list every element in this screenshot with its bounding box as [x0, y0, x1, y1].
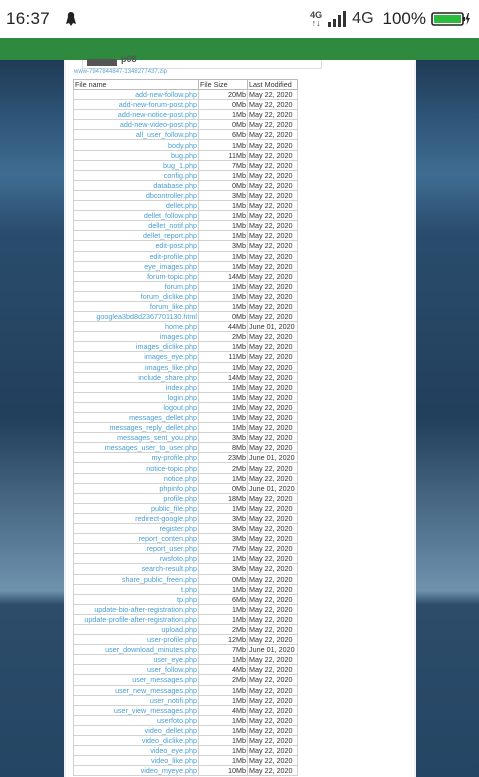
- table-row: [74, 413, 298, 423]
- file-name-link[interactable]: notice-topic.php: [74, 463, 199, 473]
- file-name-link[interactable]: report_conten.php: [74, 534, 199, 544]
- table-row: [74, 100, 298, 110]
- table-row: [74, 180, 298, 190]
- file-name-link[interactable]: public_file.php: [74, 503, 199, 513]
- file-modified-date: May 22, 2020: [248, 756, 298, 766]
- table-row: [74, 564, 298, 574]
- file-modified-date: May 22, 2020: [248, 180, 298, 190]
- file-modified-date: May 22, 2020: [248, 574, 298, 584]
- file-size: 1Mb: [199, 140, 248, 150]
- file-size: 11Mb: [199, 352, 248, 362]
- table-row: [74, 665, 298, 675]
- file-size: 6Mb: [199, 130, 248, 140]
- file-size: 3Mb: [199, 513, 248, 523]
- file-name-link[interactable]: my-profile.php: [74, 453, 199, 463]
- file-size: 1Mb: [199, 201, 248, 211]
- background-page-left: [0, 60, 64, 777]
- table-row: [74, 574, 298, 584]
- table-row: [74, 503, 298, 513]
- file-name-link[interactable]: video_diclike.php: [74, 736, 199, 746]
- file-size: 0Mb: [199, 483, 248, 493]
- file-name-link[interactable]: phpinfo.php: [74, 483, 199, 493]
- file-name-link[interactable]: add-new-notice-post.php: [74, 110, 199, 120]
- table-row: [74, 211, 298, 221]
- file-name-link[interactable]: update-profile-after-registration.php: [74, 614, 199, 624]
- table-row: [74, 362, 298, 372]
- file-size: 0Mb: [199, 312, 248, 322]
- file-name-link[interactable]: user_messages.php: [74, 675, 199, 685]
- file-size: 23Mb: [199, 453, 248, 463]
- table-row: [74, 453, 298, 463]
- table-row: [74, 140, 298, 150]
- file-name-link[interactable]: user_download_minutes.php: [74, 645, 199, 655]
- table-row: [74, 120, 298, 130]
- file-modified-date: May 22, 2020: [248, 110, 298, 120]
- file-size: 1Mb: [199, 715, 248, 725]
- file-size: 1Mb: [199, 584, 248, 594]
- file-modified-date: May 22, 2020: [248, 635, 298, 645]
- table-row: [74, 463, 298, 473]
- file-name-link[interactable]: t.php: [74, 584, 199, 594]
- file-size: 1Mb: [199, 725, 248, 735]
- file-size: 20Mb: [199, 90, 248, 100]
- file-name-link[interactable]: register.php: [74, 524, 199, 534]
- file-modified-date: May 22, 2020: [248, 624, 298, 634]
- file-size: 0Mb: [199, 120, 248, 130]
- file-name-link[interactable]: user_view_messages.php: [74, 705, 199, 715]
- file-modified-date: June 01, 2020: [248, 483, 298, 493]
- file-size: 8Mb: [199, 443, 248, 453]
- file-modified-date: May 22, 2020: [248, 211, 298, 221]
- file-size: 1Mb: [199, 614, 248, 624]
- file-name-link[interactable]: logout.php: [74, 402, 199, 412]
- archive-thumb-label: p08: [121, 54, 137, 64]
- file-modified-date: May 22, 2020: [248, 413, 298, 423]
- file-modified-date: May 22, 2020: [248, 312, 298, 322]
- file-name-link[interactable]: profile.php: [74, 493, 199, 503]
- file-size: 3Mb: [199, 534, 248, 544]
- file-modified-date: May 22, 2020: [248, 584, 298, 594]
- file-name-link[interactable]: images_eye.php: [74, 352, 199, 362]
- table-row: [74, 675, 298, 685]
- file-modified-date: May 22, 2020: [248, 291, 298, 301]
- table-row: [74, 614, 298, 624]
- file-modified-date: May 22, 2020: [248, 665, 298, 675]
- file-modified-date: May 22, 2020: [248, 170, 298, 180]
- file-size: 4Mb: [199, 665, 248, 675]
- file-size: 1Mb: [199, 756, 248, 766]
- file-modified-date: May 22, 2020: [248, 503, 298, 513]
- status-bar: [0, 0, 479, 38]
- file-size: 1Mb: [199, 362, 248, 372]
- file-size: 12Mb: [199, 635, 248, 645]
- network-activity-indicator: [310, 11, 322, 27]
- file-name-link[interactable]: dellet_follow.php: [74, 211, 199, 221]
- file-name-link[interactable]: messages_reply_dellet.php: [74, 423, 199, 433]
- file-modified-date: May 22, 2020: [248, 261, 298, 271]
- file-modified-date: May 22, 2020: [248, 524, 298, 534]
- file-modified-date: May 22, 2020: [248, 231, 298, 241]
- archive-link[interactable]: www-7947844847-1348277437.zip: [74, 69, 168, 75]
- signal-strength-icon: [327, 11, 347, 27]
- table-row: [74, 251, 298, 261]
- header-file-size: File Size: [199, 80, 248, 90]
- file-name-link[interactable]: bug_1.php: [74, 160, 199, 170]
- file-size: 2Mb: [199, 675, 248, 685]
- file-size: 1Mb: [199, 604, 248, 614]
- file-modified-date: May 22, 2020: [248, 130, 298, 140]
- file-name-link[interactable]: images_diclike.php: [74, 342, 199, 352]
- table-row: [74, 766, 298, 776]
- file-modified-date: May 22, 2020: [248, 766, 298, 776]
- file-modified-date: May 22, 2020: [248, 100, 298, 110]
- file-modified-date: May 22, 2020: [248, 201, 298, 211]
- table-row: [74, 322, 298, 332]
- file-name-link[interactable]: user_notifi.php: [74, 695, 199, 705]
- file-modified-date: May 22, 2020: [248, 695, 298, 705]
- file-size: 3Mb: [199, 190, 248, 200]
- table-row: [74, 695, 298, 705]
- file-size: 1Mb: [199, 211, 248, 221]
- file-size: 14Mb: [199, 271, 248, 281]
- file-modified-date: May 22, 2020: [248, 685, 298, 695]
- file-name-link[interactable]: video_eye.php: [74, 746, 199, 756]
- file-modified-date: May 22, 2020: [248, 604, 298, 614]
- file-modified-date: May 22, 2020: [248, 392, 298, 402]
- file-modified-date: May 22, 2020: [248, 736, 298, 746]
- header-last-modified: Last Modified: [248, 80, 298, 90]
- header-file-name: File name: [74, 80, 199, 90]
- file-modified-date: May 22, 2020: [248, 564, 298, 574]
- file-size: 10Mb: [199, 766, 248, 776]
- file-size: 1Mb: [199, 170, 248, 180]
- file-modified-date: May 22, 2020: [248, 423, 298, 433]
- file-modified-date: May 22, 2020: [248, 352, 298, 362]
- table-row: [74, 443, 298, 453]
- table-row: [74, 635, 298, 645]
- table-row: [74, 433, 298, 443]
- file-modified-date: May 22, 2020: [248, 372, 298, 382]
- background-page-right: [416, 60, 479, 777]
- file-modified-date: May 22, 2020: [248, 544, 298, 554]
- table-header-row: [74, 80, 298, 90]
- file-name-link[interactable]: add-new-video-post.php: [74, 120, 199, 130]
- file-name-link[interactable]: images.php: [74, 332, 199, 342]
- table-row: [74, 301, 298, 311]
- file-table-body: [74, 90, 298, 776]
- table-row: [74, 201, 298, 211]
- file-name-link[interactable]: messages_sent_you.php: [74, 433, 199, 443]
- file-modified-date: May 22, 2020: [248, 190, 298, 200]
- file-size: 1Mb: [199, 655, 248, 665]
- file-size: 4Mb: [199, 705, 248, 715]
- file-size: 1Mb: [199, 413, 248, 423]
- file-modified-date: May 22, 2020: [248, 705, 298, 715]
- file-size: 1Mb: [199, 301, 248, 311]
- file-modified-date: May 22, 2020: [248, 342, 298, 352]
- file-size: 1Mb: [199, 402, 248, 412]
- archive-thumbnail: [87, 59, 117, 66]
- table-row: [74, 493, 298, 503]
- table-row: [74, 271, 298, 281]
- file-modified-date: May 22, 2020: [248, 241, 298, 251]
- file-name-link[interactable]: home.php: [74, 322, 199, 332]
- table-row: [74, 291, 298, 301]
- table-row: [74, 231, 298, 241]
- table-row: [74, 372, 298, 382]
- file-modified-date: May 22, 2020: [248, 725, 298, 735]
- file-name-link[interactable]: notice.php: [74, 473, 199, 483]
- table-row: [74, 544, 298, 554]
- file-modified-date: May 22, 2020: [248, 534, 298, 544]
- file-name-link[interactable]: edit-profile.php: [74, 251, 199, 261]
- file-modified-date: May 22, 2020: [248, 150, 298, 160]
- file-size: 3Mb: [199, 524, 248, 534]
- file-modified-date: May 22, 2020: [248, 715, 298, 725]
- file-modified-date: May 22, 2020: [248, 251, 298, 261]
- table-row: [74, 624, 298, 634]
- table-row: [74, 160, 298, 170]
- file-size: 1Mb: [199, 110, 248, 120]
- file-name-link[interactable]: bug.php: [74, 150, 199, 160]
- table-row: [74, 604, 298, 614]
- table-row: [74, 645, 298, 655]
- file-modified-date: June 01, 2020: [248, 322, 298, 332]
- file-size: 1Mb: [199, 392, 248, 402]
- file-modified-date: May 22, 2020: [248, 493, 298, 503]
- file-name-link[interactable]: index.php: [74, 382, 199, 392]
- file-modified-date: June 01, 2020: [248, 453, 298, 463]
- file-name-link[interactable]: body.php: [74, 140, 199, 150]
- file-size: 3Mb: [199, 564, 248, 574]
- file-listing-panel: [66, 54, 414, 777]
- data-arrows-icon: ↑↓: [311, 18, 321, 28]
- table-row: [74, 736, 298, 746]
- file-name-link[interactable]: dellet_report.php: [74, 231, 199, 241]
- file-modified-date: May 22, 2020: [248, 90, 298, 100]
- file-modified-date: May 22, 2020: [248, 120, 298, 130]
- table-row: [74, 332, 298, 342]
- file-name-link[interactable]: forum-topic.php: [74, 271, 199, 281]
- file-size: 44Mb: [199, 322, 248, 332]
- file-size: 1Mb: [199, 261, 248, 271]
- file-size: 14Mb: [199, 372, 248, 382]
- file-size: 0Mb: [199, 100, 248, 110]
- network-type-small: 4G: [310, 10, 323, 20]
- file-name-link[interactable]: update-bio-after-registration.php: [74, 604, 199, 614]
- file-modified-date: May 22, 2020: [248, 594, 298, 604]
- file-size: 1Mb: [199, 342, 248, 352]
- file-size: 2Mb: [199, 463, 248, 473]
- file-size: 7Mb: [199, 544, 248, 554]
- network-type: 4G: [352, 10, 374, 27]
- file-name-link[interactable]: forum_diclike.php: [74, 291, 199, 301]
- status-indicators: [310, 9, 471, 29]
- file-name-link[interactable]: googlea3bd8d2367701130.html: [74, 312, 199, 322]
- table-row: [74, 130, 298, 140]
- file-name-link[interactable]: video_myeye.php: [74, 766, 199, 776]
- table-row: [74, 594, 298, 604]
- file-modified-date: May 22, 2020: [248, 614, 298, 624]
- table-row: [74, 554, 298, 564]
- file-modified-date: May 22, 2020: [248, 746, 298, 756]
- file-modified-date: May 22, 2020: [248, 655, 298, 665]
- file-size: 1Mb: [199, 281, 248, 291]
- file-name-link[interactable]: add-new-follow.php: [74, 90, 199, 100]
- table-row: [74, 261, 298, 271]
- file-modified-date: May 22, 2020: [248, 271, 298, 281]
- table-row: [74, 281, 298, 291]
- file-size: 1Mb: [199, 221, 248, 231]
- file-modified-date: May 22, 2020: [248, 473, 298, 483]
- battery-percentage: 100%: [382, 9, 426, 28]
- battery-charging-icon: [431, 11, 471, 27]
- file-size: 0Mb: [199, 574, 248, 584]
- table-row: [74, 534, 298, 544]
- file-name-link[interactable]: include_share.php: [74, 372, 199, 382]
- table-row: [74, 402, 298, 412]
- clock: 16:37: [6, 9, 51, 28]
- file-name-link[interactable]: add-new-forum-post.php: [74, 100, 199, 110]
- app-toolbar: [0, 38, 479, 60]
- table-row: [74, 513, 298, 523]
- file-modified-date: May 22, 2020: [248, 433, 298, 443]
- file-size: 1Mb: [199, 251, 248, 261]
- file-name-link[interactable]: share_public_freen.php: [74, 574, 199, 584]
- archive-preview: [82, 54, 322, 69]
- file-name-link[interactable]: images_like.php: [74, 362, 199, 372]
- file-modified-date: May 22, 2020: [248, 382, 298, 392]
- file-size: 2Mb: [199, 332, 248, 342]
- file-name-link[interactable]: report_user.php: [74, 544, 199, 554]
- file-name-link[interactable]: edit-post.php: [74, 241, 199, 251]
- app-notification-icon: [64, 11, 78, 27]
- file-size: 1Mb: [199, 231, 248, 241]
- file-name-link[interactable]: video_like.php: [74, 756, 199, 766]
- table-row: [74, 725, 298, 735]
- file-name-link[interactable]: database.php: [74, 180, 199, 190]
- file-modified-date: May 22, 2020: [248, 301, 298, 311]
- file-size: 1Mb: [199, 503, 248, 513]
- table-row: [74, 170, 298, 180]
- file-modified-date: May 22, 2020: [248, 402, 298, 412]
- file-size: 1Mb: [199, 746, 248, 756]
- file-size: 1Mb: [199, 382, 248, 392]
- file-name-link[interactable]: rwsfoto.php: [74, 554, 199, 564]
- file-name-link[interactable]: video_dellet.php: [74, 725, 199, 735]
- file-modified-date: May 22, 2020: [248, 160, 298, 170]
- file-name-link[interactable]: dbcontroller.php: [74, 190, 199, 200]
- table-row: [74, 312, 298, 322]
- file-name-link[interactable]: messages_dellet.php: [74, 413, 199, 423]
- file-modified-date: May 22, 2020: [248, 221, 298, 231]
- file-modified-date: May 22, 2020: [248, 362, 298, 372]
- file-size: 18Mb: [199, 493, 248, 503]
- file-name-link[interactable]: upload.php: [74, 624, 199, 634]
- file-size: 7Mb: [199, 160, 248, 170]
- file-size: 1Mb: [199, 685, 248, 695]
- table-row: [74, 190, 298, 200]
- table-row: [74, 382, 298, 392]
- file-size: 0Mb: [199, 180, 248, 190]
- file-size: 1Mb: [199, 695, 248, 705]
- table-row: [74, 110, 298, 120]
- file-modified-date: May 22, 2020: [248, 675, 298, 685]
- file-size: 1Mb: [199, 473, 248, 483]
- file-modified-date: May 22, 2020: [248, 463, 298, 473]
- file-name-link[interactable]: redirect-google.php: [74, 513, 199, 523]
- table-row: [74, 342, 298, 352]
- file-name-link[interactable]: login.php: [74, 392, 199, 402]
- file-modified-date: June 01, 2020: [248, 645, 298, 655]
- table-row: [74, 584, 298, 594]
- table-row: [74, 392, 298, 402]
- file-name-link[interactable]: forum_like.php: [74, 301, 199, 311]
- file-size: 3Mb: [199, 433, 248, 443]
- file-name-link[interactable]: user_eye.php: [74, 655, 199, 665]
- file-size: 11Mb: [199, 150, 248, 160]
- table-row: [74, 705, 298, 715]
- file-modified-date: May 22, 2020: [248, 281, 298, 291]
- file-name-link[interactable]: dellet.php: [74, 201, 199, 211]
- file-name-link[interactable]: userfoto.php: [74, 715, 199, 725]
- file-size: 1Mb: [199, 554, 248, 564]
- file-name-link[interactable]: messages_user_to_user.php: [74, 443, 199, 453]
- table-row: [74, 241, 298, 251]
- file-size: 1Mb: [199, 291, 248, 301]
- table-row: [74, 150, 298, 160]
- file-name-link[interactable]: eye_images.php: [74, 261, 199, 271]
- file-size: 1Mb: [199, 736, 248, 746]
- file-name-link[interactable]: user_new_messages.php: [74, 685, 199, 695]
- table-row: [74, 90, 298, 100]
- file-name-link[interactable]: tp.php: [74, 594, 199, 604]
- file-modified-date: May 22, 2020: [248, 140, 298, 150]
- table-row: [74, 423, 298, 433]
- file-modified-date: May 22, 2020: [248, 554, 298, 564]
- file-table: [73, 79, 298, 776]
- file-name-link[interactable]: config.php: [74, 170, 199, 180]
- table-row: [74, 221, 298, 231]
- table-row: [74, 473, 298, 483]
- file-name-link[interactable]: dellet_notif.php: [74, 221, 199, 231]
- table-row: [74, 483, 298, 493]
- table-row: [74, 715, 298, 725]
- table-row: [74, 756, 298, 766]
- file-name-link[interactable]: all_user_follow.php: [74, 130, 199, 140]
- file-size: 1Mb: [199, 423, 248, 433]
- file-modified-date: May 22, 2020: [248, 513, 298, 523]
- table-row: [74, 746, 298, 756]
- table-row: [74, 655, 298, 665]
- table-row: [74, 685, 298, 695]
- file-modified-date: May 22, 2020: [248, 443, 298, 453]
- file-name-link[interactable]: user_follow.php: [74, 665, 199, 675]
- file-size: 2Mb: [199, 624, 248, 634]
- file-size: 3Mb: [199, 241, 248, 251]
- file-size: 7Mb: [199, 645, 248, 655]
- table-row: [74, 352, 298, 362]
- file-name-link[interactable]: forum.php: [74, 281, 199, 291]
- file-name-link[interactable]: user-profile.php: [74, 635, 199, 645]
- file-name-link[interactable]: search-result.php: [74, 564, 199, 574]
- table-row: [74, 524, 298, 534]
- file-modified-date: May 22, 2020: [248, 332, 298, 342]
- file-size: 6Mb: [199, 594, 248, 604]
